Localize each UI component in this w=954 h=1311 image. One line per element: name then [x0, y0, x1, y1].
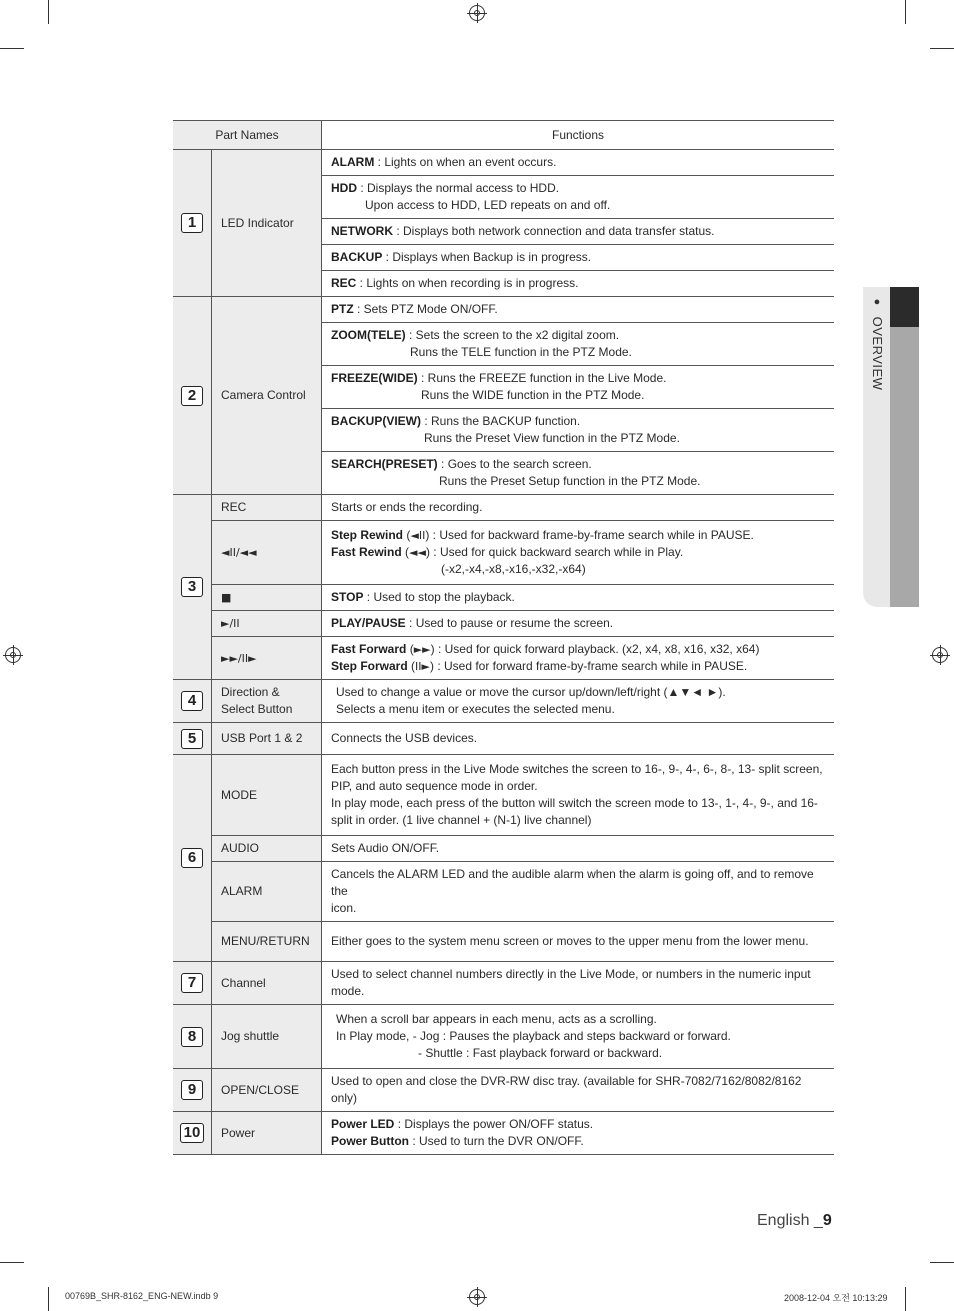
- part-number: 10: [173, 1112, 212, 1155]
- part-number: 7: [173, 962, 212, 1005]
- part-name: Power: [212, 1112, 322, 1155]
- crop-mark: [48, 0, 49, 24]
- part-name: USB Port 1 & 2: [212, 723, 322, 755]
- part-number: 2: [173, 297, 212, 495]
- part-number: 6: [173, 755, 212, 962]
- part-name: REC: [212, 495, 322, 521]
- play-pause-icon: ►/II: [212, 611, 322, 637]
- part-name: AUDIO: [212, 836, 322, 862]
- part-name: Jog shuttle: [212, 1005, 322, 1069]
- function-cell: SEARCH(PRESET) : Goes to the search screen. Runs the Preset Setup function in the PTZ Mode.: [322, 452, 835, 495]
- function-cell: STOP : Used to stop the playback.: [322, 585, 835, 611]
- registration-mark-icon: [469, 1289, 485, 1305]
- part-name: LED Indicator: [212, 150, 322, 297]
- function-cell: REC : Lights on when recording is in progress.: [322, 271, 835, 297]
- crop-mark: [905, 0, 906, 24]
- col-header-functions: Functions: [322, 121, 835, 150]
- part-number: 1: [173, 150, 212, 297]
- crop-mark: [0, 48, 24, 49]
- stop-icon: ■: [212, 585, 322, 611]
- bullet-icon: ●: [871, 296, 883, 309]
- function-cell: Power LED : Displays the power ON/OFF status. Power Button : Used to turn the DVR ON/OFF.: [322, 1112, 835, 1155]
- side-tab-label: ● OVERVIEW: [870, 296, 885, 391]
- page-number-label: English _9: [757, 1212, 832, 1229]
- function-cell: Either goes to the system menu screen or moves to the upper menu from the lower menu.: [322, 922, 835, 962]
- function-cell: Connects the USB devices.: [322, 723, 835, 755]
- side-tab-gray-block: [890, 327, 919, 607]
- col-header-parts: Part Names: [173, 121, 322, 150]
- file-name-label: 00769B_SHR-8162_ENG-NEW.indb 9: [65, 1291, 219, 1301]
- function-cell: When a scroll bar appears in each menu, acts as a scrolling. In Play mode, - Jog : Pauses the playback and steps backward or forward. - Shuttle : Fast playback forward or backward.: [322, 1005, 835, 1069]
- function-cell: ALARM : Lights on when an event occurs.: [322, 150, 835, 176]
- part-name: MENU/RETURN: [212, 922, 322, 962]
- function-cell: BACKUP(VIEW) : Runs the BACKUP function. Runs the Preset View function in the PTZ Mode.: [322, 409, 835, 452]
- function-cell: Fast Forward (►►) : Used for quick forward playback. (x2, x4, x8, x16, x32, x64) Step Forward (II►) : Used for forward frame-by-frame search while in PAUSE.: [322, 637, 835, 680]
- part-name: OPEN/CLOSE: [212, 1069, 322, 1112]
- part-number: 3: [173, 495, 212, 680]
- crop-mark: [930, 48, 954, 49]
- part-name: Camera Control: [212, 297, 322, 495]
- part-number: 4: [173, 680, 212, 723]
- function-cell: Each button press in the Live Mode switches the screen to 16-, 9-, 4-, 6-, 8-, 13- split screen, PIP, and auto sequence mode in order. In play mode, each press of the button will switch the screen mode to 13-, 1-, 4-, 9-, and 16- split in order. (1 live channel + (N-1) live channel): [322, 755, 835, 836]
- function-cell: Cancels the ALARM LED and the audible alarm when the alarm is going off, and to remove the icon.: [322, 862, 835, 922]
- part-number: 5: [173, 723, 212, 755]
- side-tab-dark-block: [890, 287, 919, 327]
- function-cell: PTZ : Sets PTZ Mode ON/OFF.: [322, 297, 835, 323]
- print-timestamp: 2008-12-04 오전 10:13:29: [784, 1293, 888, 1303]
- fast-forward-icon: ►►/II►: [212, 637, 322, 680]
- registration-mark-icon: [932, 647, 948, 663]
- function-cell: HDD : Displays the normal access to HDD. Upon access to HDD, LED repeats on and off.: [322, 176, 835, 219]
- function-cell: Step Rewind (◄II) : Used for backward frame-by-frame search while in PAUSE. Fast Rewind (◄◄) : Used for quick backward search while in Play. (-x2,-x4,-x8,-x16,-x32,-x64): [322, 521, 835, 585]
- function-cell: Used to change a value or move the cursor up/down/left/right (▲▼◄ ►). Selects a menu item or executes the selected menu.: [322, 680, 835, 723]
- part-name: MODE: [212, 755, 322, 836]
- function-cell: Starts or ends the recording.: [322, 495, 835, 521]
- crop-mark: [905, 1287, 906, 1311]
- function-cell: PLAY/PAUSE : Used to pause or resume the screen.: [322, 611, 835, 637]
- part-name: Direction & Select Button: [212, 680, 322, 723]
- registration-mark-icon: [469, 5, 485, 21]
- function-cell: Used to open and close the DVR-RW disc tray. (available for SHR-7082/7162/8082/8162 only): [322, 1069, 835, 1112]
- rewind-icon: ◄II/◄◄: [212, 521, 322, 585]
- crop-mark: [48, 1287, 49, 1311]
- function-cell: Used to select channel numbers directly in the Live Mode, or numbers in the numeric input mode.: [322, 962, 835, 1005]
- function-cell: FREEZE(WIDE) : Runs the FREEZE function in the Live Mode. Runs the WIDE function in the PTZ Mode.: [322, 366, 835, 409]
- part-names-table: [173, 120, 834, 1155]
- part-number: 9: [173, 1069, 212, 1112]
- function-cell: NETWORK : Displays both network connection and data transfer status.: [322, 219, 835, 245]
- part-number: 8: [173, 1005, 212, 1069]
- part-name: Channel: [212, 962, 322, 1005]
- function-cell: ZOOM(TELE) : Sets the screen to the x2 digital zoom. Runs the TELE function in the PTZ Mode.: [322, 323, 835, 366]
- crop-mark: [930, 1262, 954, 1263]
- function-cell: BACKUP : Displays when Backup is in progress.: [322, 245, 835, 271]
- crop-mark: [0, 1262, 24, 1263]
- function-cell: Sets Audio ON/OFF.: [322, 836, 835, 862]
- part-name: ALARM: [212, 862, 322, 922]
- registration-mark-icon: [5, 647, 21, 663]
